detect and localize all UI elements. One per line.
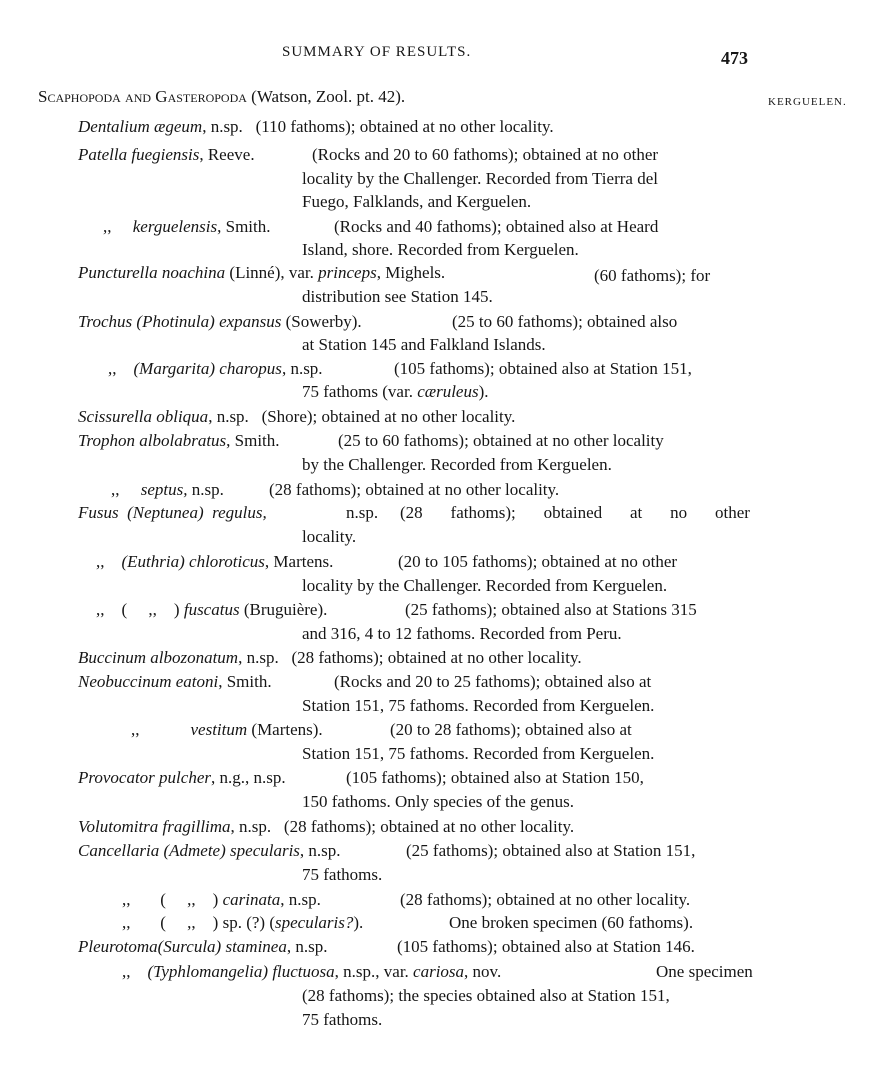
entry-trochus-text-1: (25 to 60 fathoms); obtained also <box>452 312 678 331</box>
entry-cancellaria-text-2: 75 fathoms. <box>302 865 383 884</box>
entry-typhlomangelia: ,, (Typhlomangelia) fluctuosa, n.sp., var. cariosa, nov. <box>122 962 502 981</box>
entry-fusus: Fusus (Neptunea) regulus, <box>78 503 267 522</box>
entry-provocator-text-1: (105 fathoms); obtained also at Station 150, <box>346 768 644 787</box>
running-title: SUMMARY OF RESULTS. <box>282 44 472 60</box>
entry-vestitum-text-2: Station 151, 75 fathoms. Recorded from Kerguelen. <box>302 744 655 763</box>
entry-fusus-author: n.sp. <box>346 503 379 522</box>
entry-trophon-text-1: (25 to 60 fathoms); obtained at no other locality <box>338 431 664 450</box>
entry-trochus-text-2: at Station 145 and Falkland Islands. <box>302 335 546 354</box>
section-heading <box>38 87 405 107</box>
entry-typhlomangelia-text-2: (28 fathoms); the species obtained also at Station 151, <box>302 986 670 1005</box>
entry-patella-kerguelensis-text-2: Island, shore. Recorded from Kerguelen. <box>302 240 579 259</box>
entry-fusus-text-2: locality. <box>302 527 357 546</box>
entry-admete-sp-text: One broken specimen (60 fathoms). <box>449 913 694 932</box>
entry-trophon-septus: ,, septus, n.sp. <box>111 480 224 499</box>
entry-trophon-septus-text: (28 fathoms); obtained at no other locality. <box>269 480 560 499</box>
entry-patella: Patella fuegiensis, Reeve. <box>78 145 255 164</box>
entry-euthria-text-1: (20 to 105 fathoms); obtained at no other <box>398 552 678 571</box>
entry-fuscatus-text-1: (25 fathoms); obtained also at Stations 315 <box>405 600 697 619</box>
entry-provocator: Provocator pulcher, n.g., n.sp. <box>78 768 286 787</box>
entry-neobuccinum-text-1: (Rocks and 20 to 25 fathoms); obtained also at <box>334 672 652 691</box>
entry-admete-sp: ,, ( ,, ) sp. (?) (specularis?). <box>122 913 364 932</box>
entry-euthria-text-2: locality by the Challenger. Recorded from Kerguelen. <box>302 576 668 595</box>
entry-patella-text-1: (Rocks and 20 to 60 fathoms); obtained at no other <box>312 145 659 164</box>
entry-neobuccinum: Neobuccinum eatoni, Smith. <box>78 672 272 691</box>
entry-margarita-text-1: (105 fathoms); obtained also at Station 151, <box>394 359 692 378</box>
entry-pleurotoma-text: (105 fathoms); obtained also at Station 146. <box>397 937 695 956</box>
margin-note-locality: KERGUELEN. <box>768 96 847 108</box>
entry-patella-kerguelensis: ,, kerguelensis, Smith. <box>103 217 271 236</box>
entry-vestitum-text-1: (20 to 28 fathoms); obtained also at <box>390 720 632 739</box>
entry-patella-kerguelensis-text-1: (Rocks and 40 fathoms); obtained also at Heard <box>334 217 659 236</box>
entry-vestitum: ,, vestitum (Martens). <box>131 720 323 739</box>
entry-typhlomangelia-text-1: One specimen <box>656 962 753 981</box>
entry-carinata: ,, ( ,, ) carinata, n.sp. <box>122 890 321 909</box>
entry-puncturella: Puncturella noachina (Linné), var. princeps, Mighels. <box>78 263 446 282</box>
entry-provocator-text-2: 150 fathoms. Only species of the genus. <box>302 792 574 811</box>
entry-trochus: Trochus (Photinula) expansus (Sowerby). <box>78 312 362 331</box>
entry-carinata-text: (28 fathoms); obtained at no other locality. <box>400 890 691 909</box>
entry-buccinum: Buccinum albozonatum, n.sp. (28 fathoms); obtained at no other locality. <box>78 648 582 667</box>
entry-trophon: Trophon albolabratus, Smith. <box>78 431 280 450</box>
entry-margarita-text-2: 75 fathoms (var. cæruleus). <box>302 382 489 401</box>
entry-pleurotoma: Pleurotoma(Surcula) staminea, n.sp. <box>78 937 328 956</box>
entry-neobuccinum-text-2: Station 151, 75 fathoms. Recorded from Kerguelen. <box>302 696 655 715</box>
entry-margarita: ,, (Margarita) charopus, n.sp. <box>108 359 323 378</box>
entry-cancellaria: Cancellaria (Admete) specularis, n.sp. <box>78 841 341 860</box>
page-number: 473 <box>721 48 748 68</box>
entry-puncturella-text-1: (60 fathoms); for <box>594 266 711 285</box>
entry-dentalium: Dentalium ægeum, n.sp. (110 fathoms); obtained at no other locality. <box>78 117 554 136</box>
entry-cancellaria-text-1: (25 fathoms); obtained also at Station 151, <box>406 841 696 860</box>
entry-patella-text-3: Fuego, Falklands, and Kerguelen. <box>302 192 532 211</box>
entry-scissurella: Scissurella obliqua, n.sp. (Shore); obtained at no other locality. <box>78 407 516 426</box>
entry-typhlomangelia-text-3: 75 fathoms. <box>302 1010 383 1029</box>
entry-fusus-text-1: (28 fathoms); obtained at no other <box>400 503 750 522</box>
entry-volutomitra: Volutomitra fragillima, n.sp. (28 fathoms); obtained at no other locality. <box>78 817 575 836</box>
section-heading-reference: (Watson, Zool. pt. 42). <box>246 87 406 106</box>
entry-euthria: ,, (Euthria) chloroticus, Martens. <box>96 552 334 571</box>
entry-patella-text-2: locality by the Challenger. Recorded from Tierra del <box>302 169 658 188</box>
entry-puncturella-text-2: distribution see Station 145. <box>302 287 493 306</box>
section-heading-groups: Scaphopoda and Gasteropoda <box>38 87 247 106</box>
entry-trophon-text-2: by the Challenger. Recorded from Kerguelen. <box>302 455 612 474</box>
entry-fuscatus: ,, ( ,, ) fuscatus (Bruguière). <box>96 600 328 619</box>
entry-fuscatus-text-2: and 316, 4 to 12 fathoms. Recorded from Peru. <box>302 624 622 643</box>
